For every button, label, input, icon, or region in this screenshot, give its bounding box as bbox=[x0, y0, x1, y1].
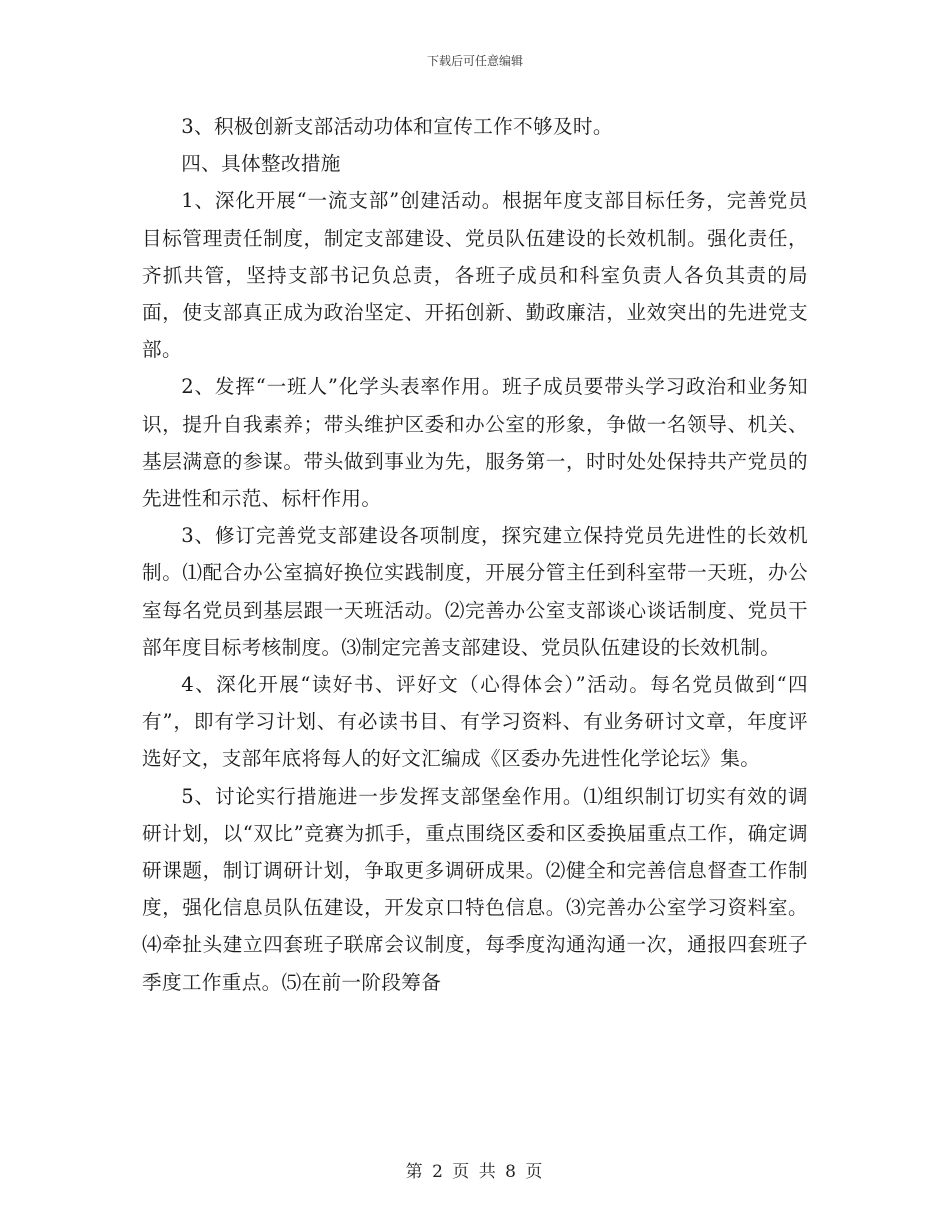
paragraph-measure-1: 1、深化开展“一流支部”创建活动。根据年度支部目标任务，完善党员目标管理责任制度，制定支部建设、党员队伍建设的长效机制。强化责任，齐抓共管，坚持支部书记负总责，各班子成员和科室负责人各负其责的局面，使支部真正成为政治坚定、开拓创新、勤政廉洁，业效突出的先进党支部。 bbox=[142, 189, 808, 362]
page-number: 第 2 页 共 8 页 bbox=[405, 1162, 545, 1182]
paragraph-measure-5: 5、讨论实行措施进一步发挥支部堡垒作用。⑴组织制订切实有效的调研计划，以“双比”竞赛为抓手，重点围绕区委和区委换届重点工作，确定调研课题，制订调研计划，争取更多调研成果。⑵健全和完善信息督查工作制度，强化信息员队伍建设，开发京口特色信息。⑶完善办公室学习资料室。⑷牵扯头建立四套班子联席会议制度，每季度沟通沟通一次，通报四套班子季度工作重点。⑸在前一阶段筹备 bbox=[142, 784, 808, 994]
paragraph-measure-4: 4、深化开展“读好书、评好文（心得体会）”活动。每名党员做到“四有”，即有学习计划、有必读书目、有学习资料、有业务研讨文章，年度评选好文，支部年底将每人的好文汇编成《区委办先进性化学论坛》集。 bbox=[142, 673, 808, 771]
paragraph-deficiency-3: 3、积极创新支部活动功体和宣传工作不够及时。 bbox=[181, 115, 613, 138]
document-body bbox=[142, 108, 808, 1001]
paragraph-measure-3: 3、修订完善党支部建设各项制度，探究建立保持党员先进性的长效机制。⑴配合办公室搞好换位实践制度，开展分管主任到科室带一天班，办公室每名党员到基层跟一天班活动。⑵完善办公室支部谈心谈话制度、党员干部年度目标考核制度。⑶制定完善支部建设、党员队伍建设的长效机制。 bbox=[142, 524, 808, 659]
section-heading-measures: 四、具体整改措施 bbox=[181, 152, 341, 176]
page-header: 下载后可任意编辑 bbox=[426, 54, 523, 68]
paragraph-measure-2: 2、发挥“一班人”化学头表率作用。班子成员要带头学习政治和业务知识，提升自我素养；带头维护区委和办公室的形象，争做一名领导、机关、基层满意的参谋。带头做到事业为先，服务第一，时时处处保持共产党员的先进性和示范、标杆作用。 bbox=[142, 375, 808, 511]
